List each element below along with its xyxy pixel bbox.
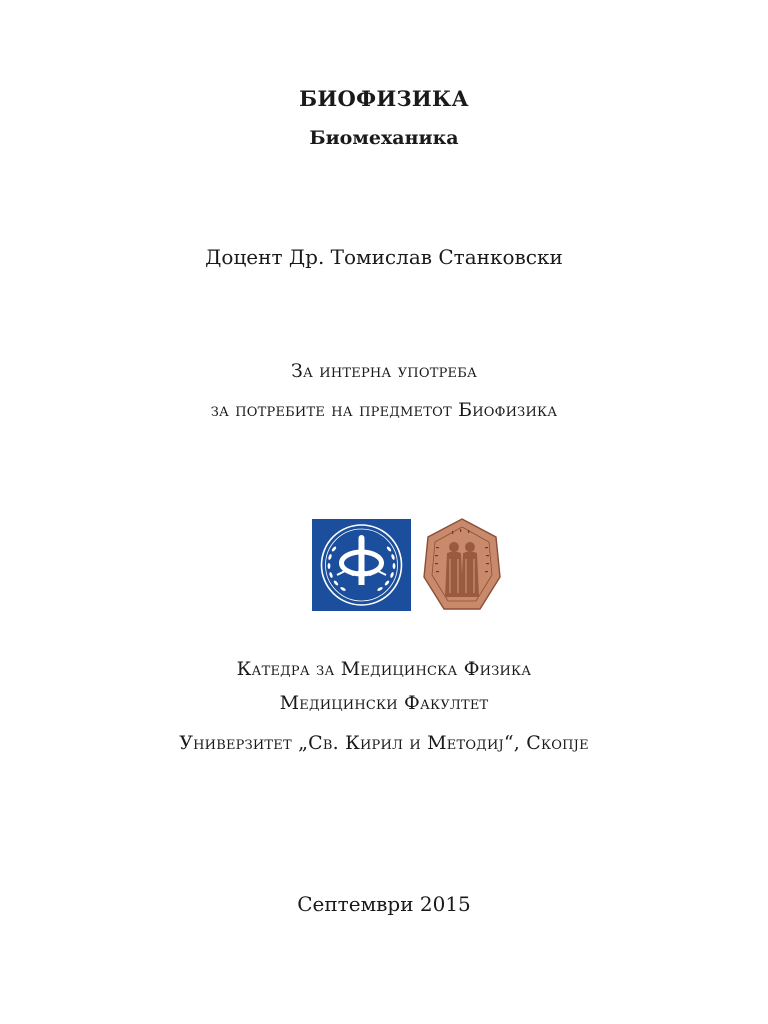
university-name: Универзитет „Св. Кирил и Методиј“, Скопје <box>179 732 589 754</box>
faculty-name: Медицински Факултет <box>279 692 489 714</box>
department-name: Катедра за Медицинска Физика <box>236 658 532 680</box>
faculty-emblem-icon <box>312 519 411 611</box>
purpose-line-2: за потребите на предметот Биофизика <box>210 399 558 421</box>
publication-date: Септември 2015 <box>297 892 471 916</box>
university-seal-icon <box>422 517 502 613</box>
document-subtitle: Биомеханика <box>309 127 459 149</box>
purpose-line-1: За интерна употреба <box>290 360 478 382</box>
logos-row <box>312 517 502 613</box>
author-name: Доцент Др. Томислав Станковски <box>205 245 563 269</box>
document-title: БИОФИЗИКА <box>299 86 469 111</box>
